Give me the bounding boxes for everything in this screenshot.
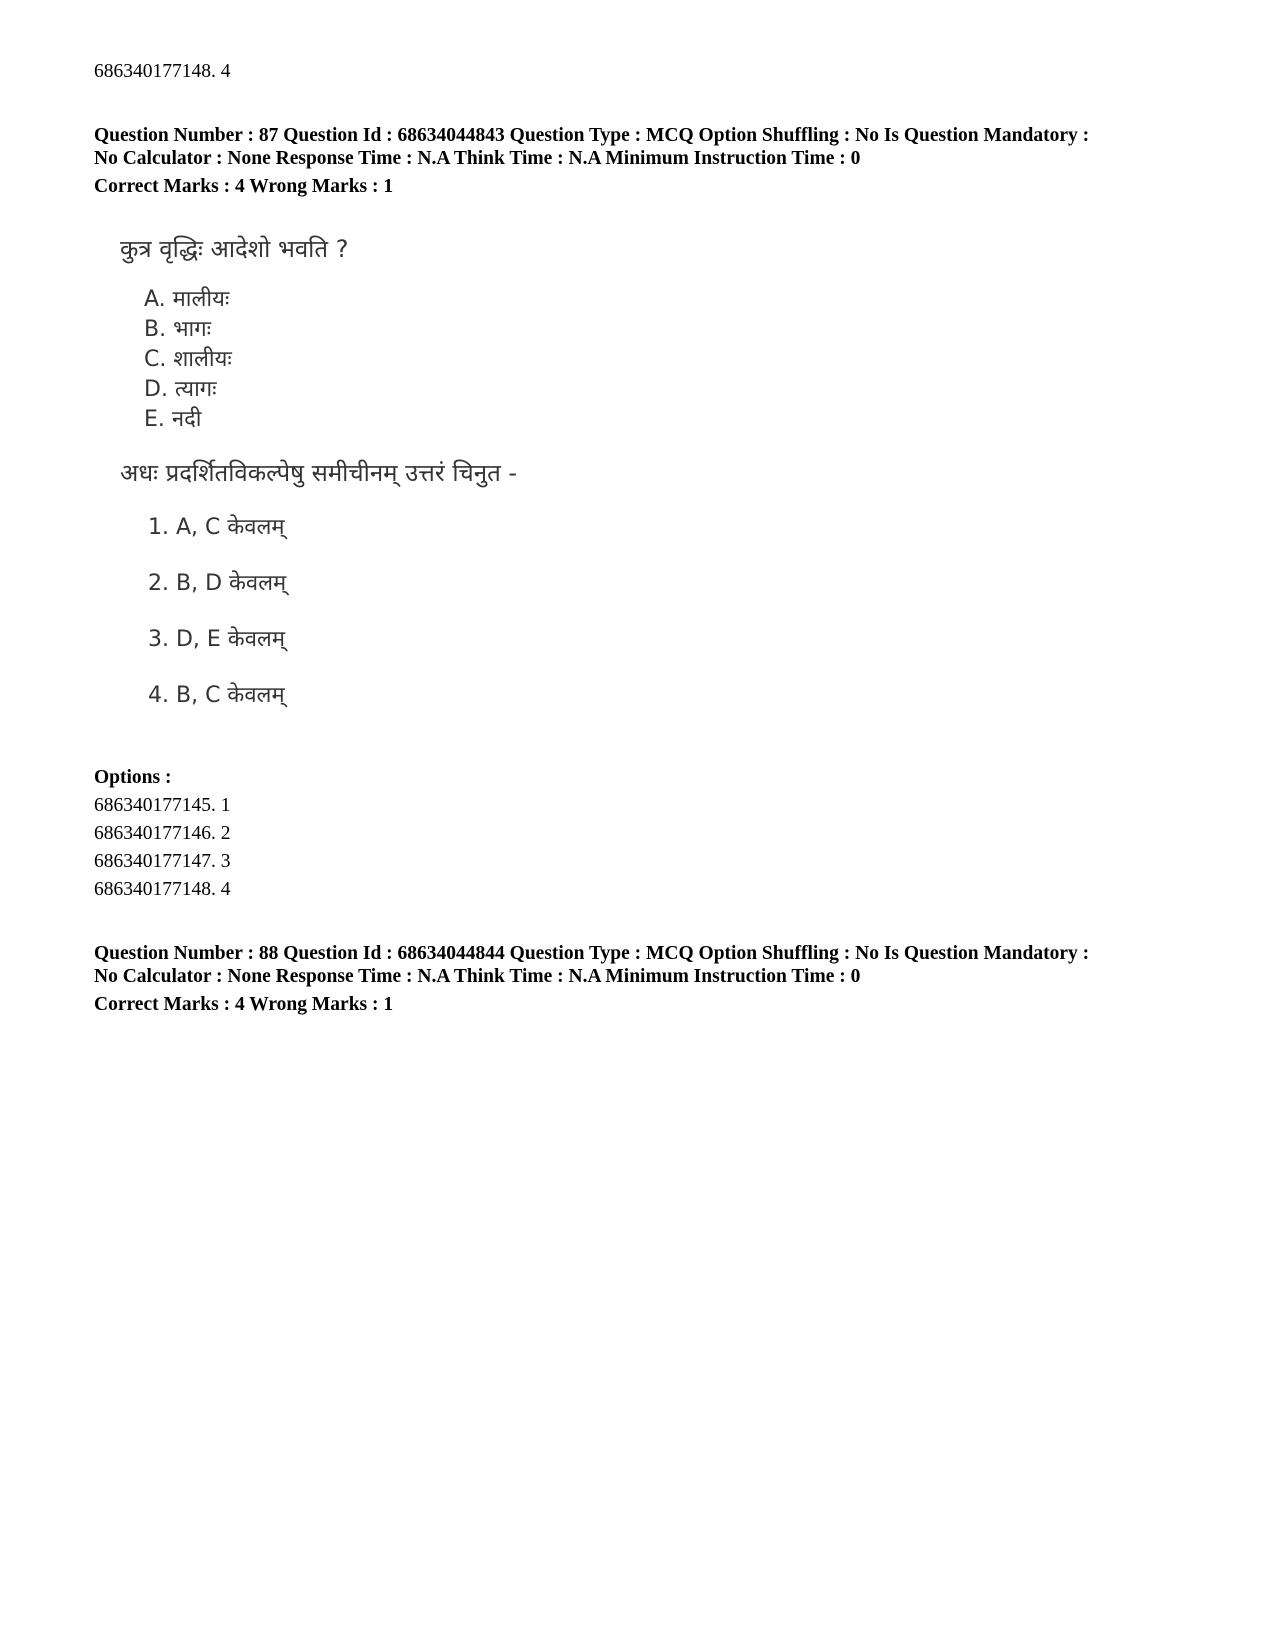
statement-item: A. मालीयः [144, 287, 230, 312]
option-line: 686340177146. 2 [94, 823, 231, 844]
statement-item: B. भागः [144, 317, 212, 342]
answer-choice: 1. A, C केवलम् [148, 515, 285, 540]
question-header-line-2: No Calculator : None Response Time : N.A Think Time : N.A Minimum Instruction Time : 0 [94, 148, 861, 169]
answer-choice: 4. B, C केवलम् [148, 683, 285, 708]
statement-item: C. शालीयः [144, 347, 232, 372]
question-instruction: अधः प्रदर्शितविकल्पेषु समीचीनम् उत्तरं चिनुत - [120, 459, 518, 487]
answer-choice: 2. B, D केवलम् [148, 571, 287, 596]
question-marks: Correct Marks : 4 Wrong Marks : 1 [94, 176, 394, 197]
statement-item: E. नदी [144, 407, 202, 432]
question-header-line-1: Question Number : 88 Question Id : 68634044844 Question Type : MCQ Option Shuffling : No Is Question Mandatory : [94, 943, 1090, 964]
question-stem: कुत्र वृद्धिः आदेशो भवति ? [120, 235, 349, 263]
option-line: 686340177145. 1 [94, 795, 231, 816]
option-line: 686340177147. 3 [94, 851, 231, 872]
option-line: 686340177148. 4 [94, 879, 231, 900]
previous-option-line: 686340177148. 4 [94, 61, 231, 82]
question-image [112, 228, 572, 748]
question-marks: Correct Marks : 4 Wrong Marks : 1 [94, 994, 394, 1015]
question-header-line-2: No Calculator : None Response Time : N.A Think Time : N.A Minimum Instruction Time : 0 [94, 966, 861, 987]
statement-item: D. त्यागः [144, 377, 217, 402]
question-header-line-1: Question Number : 87 Question Id : 68634044843 Question Type : MCQ Option Shuffling : No Is Question Mandatory : [94, 125, 1090, 146]
answer-choice: 3. D, E केवलम् [148, 627, 286, 652]
options-label: Options : [94, 767, 172, 788]
